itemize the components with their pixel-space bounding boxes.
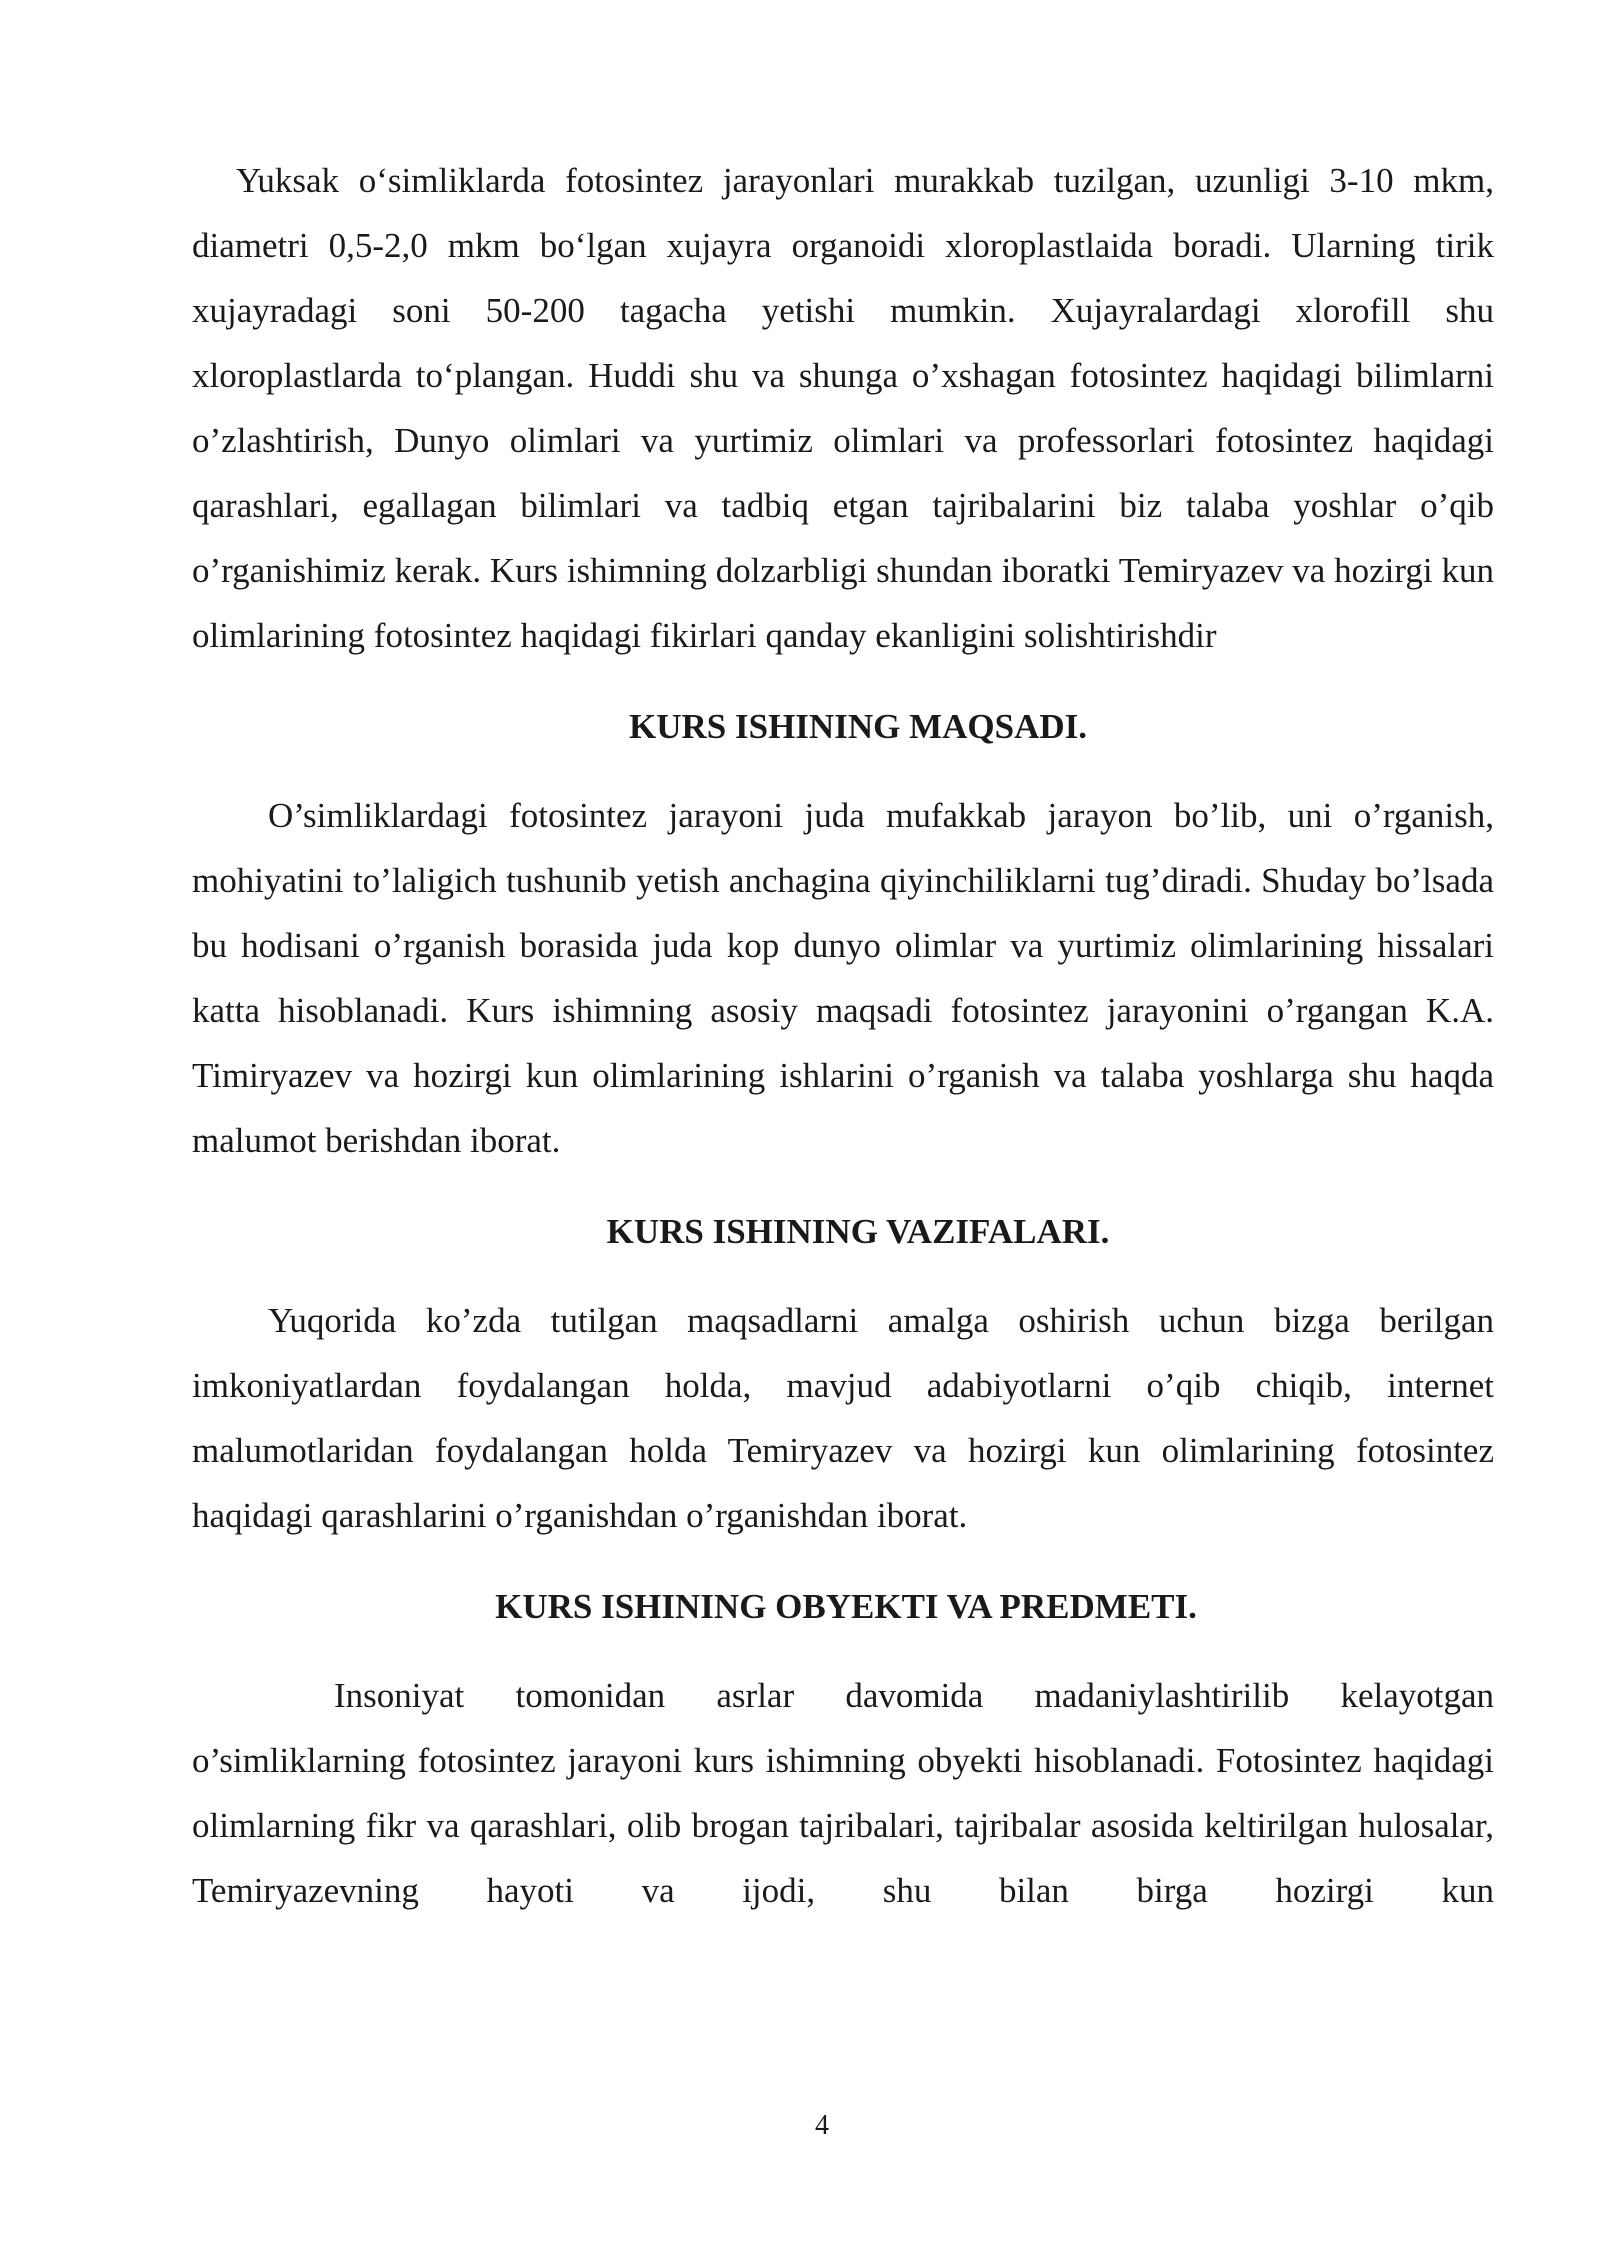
intro-paragraph: Yuksak o‘simliklarda fotosintez jarayonlari murakkab tuzilgan, uzunligi 3-10 mkm, diametri 0,5-2,0 mkm bo‘lgan xujayra organoidi xloroplastlaida boradi. Ularning tirik xujayradagi soni 50-200 tagacha yetishi mumkin. Xujayralardagi xlorofill shu xloroplastlarda to‘plangan. Huddi shu va shunga o’xshagan fotosintez haqidagi bilimlarni o’zlashtirish, Dunyo olimlari va yurtimiz olimlari va professorlari fotosintez haqidagi qarashlari, egallagan bilimlari va tadbiq etgan tajribalarini biz talaba yoshlar o’qib o’rganishimiz kerak. Kurs ishimning dolzarbligi shundan iboratki Temiryazev va hozirgi kun olimlarining fotosintez haqidagi fikirlari qanday ekanligini solishtirishdir [192, 161, 1494, 655]
object-paragraph: Insoniyat tomonidan asrlar davomida madaniylashtirilib kelayotgan o’simliklarning fotosintez jarayoni kurs ishimning obyekti hisoblanadi. Fotosintez haqidagi olimlarning fikr va qarashlari, olib brogan tajribalari, tajribalar asosida keltirilgan hulosalar, Temiryazevning hayoti va ijodi, shu bilan birga hozirgi kun [192, 1676, 1494, 1910]
heading-object: KURS ISHINING OBYEKTI VA PREDMETI. [495, 1587, 1197, 1626]
page-content [192, 148, 1494, 1923]
tasks-paragraph: Yuqorida ko’zda tutilgan maqsadlarni amalga oshirish uchun bizga berilgan imkoniyatlardan foydalangan holda, mavjud adabiyotlarni o’qib chiqib, internet malumotlaridan foydalangan holda Temiryazev va hozirgi kun olimlarining fotosintez haqidagi qarashlarini o’rganishdan o’rganishdan iborat. [192, 1301, 1494, 1535]
heading-goal: KURS ISHINING MAQSADI. [629, 707, 1087, 746]
page-number: 4 [815, 2110, 829, 2141]
heading-tasks: KURS ISHINING VAZIFALARI. [606, 1212, 1110, 1251]
goal-paragraph: O’simliklardagi fotosintez jarayoni juda mufakkab jarayon bo’lib, uni o’rganish, mohiyatini to’laligich tushunib yetish anchagina qiyinchiliklarni tug’diradi. Shuday bo’lsada bu hodisani o’rganish borasida juda kop dunyo olimlar va yurtimiz olimlarining hissalari katta hisoblanadi. Kurs ishimning asosiy maqsadi fotosintez jarayonini o’rgangan K.A. Timiryazev va hozirgi kun olimlarining ishlarini o’rganish va talaba yoshlarga shu haqda malumot berishdan iborat. [192, 796, 1494, 1160]
